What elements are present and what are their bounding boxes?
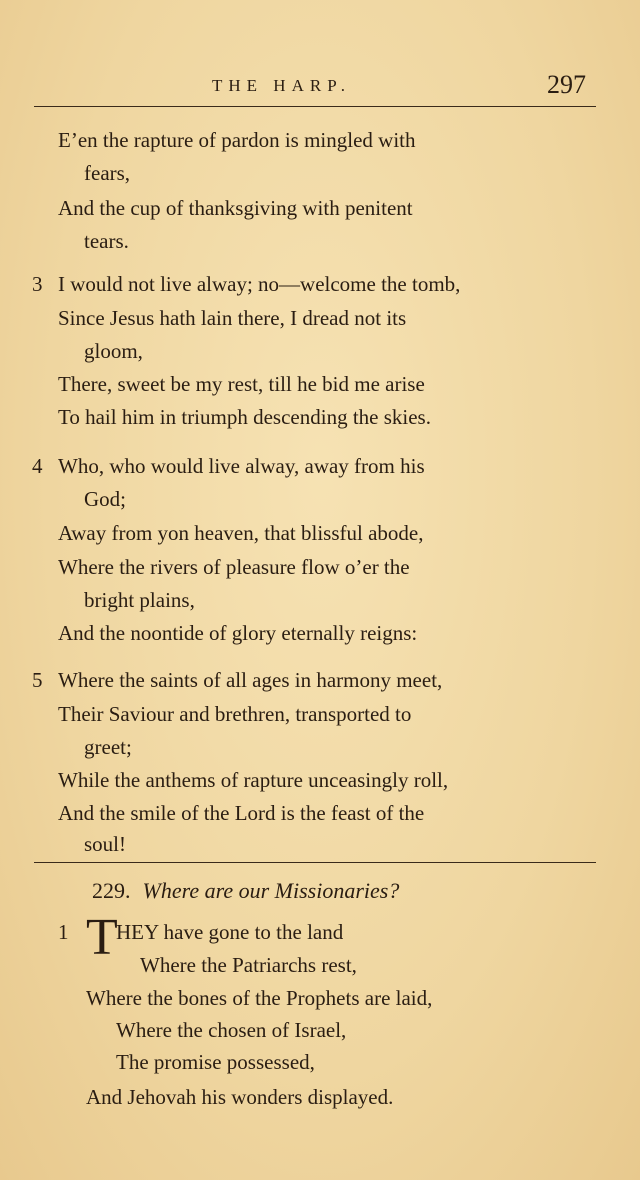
stanza-number: 4 [32,454,43,478]
verse-line: greet; [84,735,132,759]
verse-line: And the smile of the Lord is the feast of the [58,801,425,825]
verse-line: Where the bones of the Prophets are laid, [86,986,433,1010]
section-rule [34,862,596,863]
verse-line: Where the Patriarchs rest, [140,953,357,977]
page-header [34,70,594,100]
verse-line: Since Jesus hath lain there, I dread not its [58,306,407,330]
stanza-number: 5 [32,668,43,692]
verse-line: Who, who would live alway, away from his [58,454,425,478]
verse-line: bright plains, [84,588,195,612]
running-title: THE HARP. [212,76,352,95]
verse-line: There, sweet be my rest, till he bid me arise [58,372,425,396]
verse-line: HEY have gone to the land [116,920,344,944]
verse-line: I would not live alway; no—welcome the tomb, [58,272,461,296]
verse-line: Away from yon heaven, that blissful abode, [58,521,424,545]
verse-line: soul! [84,832,126,856]
verse-line: The promise possessed, [116,1050,315,1074]
verse-line: And the noontide of glory eternally reigns: [58,621,418,645]
hymn-title: Where are our Missionaries? [142,878,400,903]
verse-line: Where the saints of all ages in harmony meet, [58,668,443,692]
verse-line: And Jehovah his wonders displayed. [86,1085,394,1109]
stanza-number: 1 [58,920,69,944]
verse-line: To hail him in triumph descending the skies. [58,405,431,429]
verse-line: Where the chosen of Israel, [116,1018,347,1042]
verse-line: While the anthems of rapture unceasingly roll, [58,768,449,792]
page-number: 297 [547,70,586,99]
verse-line: Where the rivers of pleasure flow o’er the [58,555,410,579]
hymn-heading [92,878,399,904]
verse-line: fears, [84,161,131,185]
verse-line: God; [84,487,126,511]
verse-line: gloom, [84,339,143,363]
verse-line: E’en the rapture of pardon is mingled with [58,128,416,152]
verse-line: tears. [84,229,129,253]
drop-cap: T [86,909,118,966]
header-rule [34,106,596,107]
verse-line: And the cup of thanksgiving with penitent [58,196,413,220]
stanza-number: 3 [32,272,43,296]
verse-line: Their Saviour and brethren, transported to [58,702,412,726]
hymn-number: 229. [92,878,131,903]
